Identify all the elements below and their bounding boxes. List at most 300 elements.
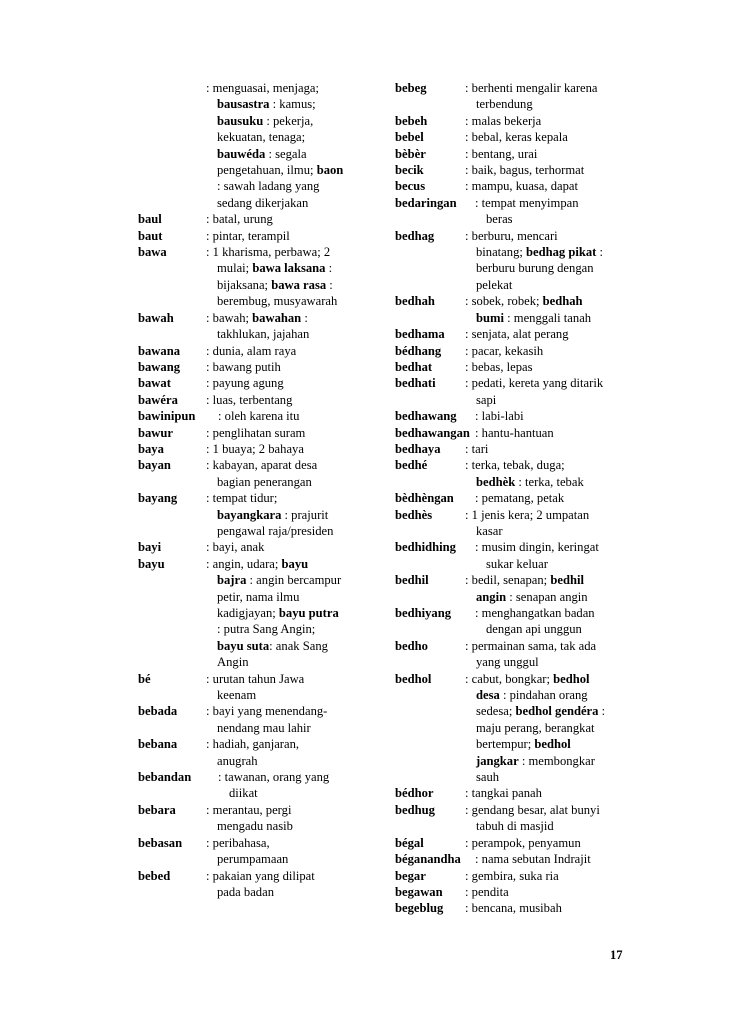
definition bbox=[206, 211, 370, 227]
definition-line bbox=[206, 392, 370, 408]
definition-line bbox=[465, 162, 635, 178]
definition-line bbox=[206, 671, 370, 687]
definition-line bbox=[206, 474, 370, 490]
headword: bebeg bbox=[395, 81, 427, 95]
definition-text: diikat bbox=[229, 786, 258, 801]
definition-line bbox=[465, 802, 635, 818]
definition-line bbox=[206, 687, 370, 703]
headword: bayan bbox=[138, 458, 171, 473]
headword: becus bbox=[395, 179, 426, 194]
headword: bawur bbox=[138, 425, 173, 440]
dictionary-entry bbox=[138, 736, 370, 769]
definition-line bbox=[218, 769, 370, 785]
definition-text: : senjata, alat perang bbox=[465, 327, 569, 342]
dictionary-entry bbox=[395, 80, 635, 113]
definition bbox=[465, 900, 635, 916]
definition bbox=[465, 228, 635, 294]
headword: becik bbox=[395, 163, 424, 178]
definition-line bbox=[475, 605, 635, 621]
dictionary-entry bbox=[395, 835, 635, 851]
definition-text: : bencana, musibah bbox=[465, 901, 562, 916]
definition bbox=[465, 80, 635, 113]
dictionary-entry bbox=[138, 441, 370, 457]
definition-text: : tangkai panah bbox=[465, 786, 542, 801]
definition-line bbox=[465, 293, 635, 309]
definition-line bbox=[206, 244, 370, 260]
definition-text: : sobek, robek; bbox=[465, 294, 543, 309]
definition-text: berburu burung dengan bbox=[476, 261, 594, 276]
subentry-term: bedhol bbox=[553, 671, 590, 686]
dictionary-entry bbox=[138, 80, 370, 211]
dictionary-entry bbox=[395, 507, 635, 540]
definition-line bbox=[206, 359, 370, 375]
definition-text: : pematang, petak bbox=[475, 491, 565, 506]
definition-text: : cabut, bongkar; bbox=[465, 671, 554, 686]
definition-text: : bedil, senapan; bbox=[465, 573, 551, 588]
headword: bedho bbox=[395, 638, 428, 653]
definition-text: : luas, terbentang bbox=[206, 392, 293, 407]
headword: bayu bbox=[138, 556, 165, 571]
definition bbox=[475, 851, 635, 867]
definition-line bbox=[465, 572, 635, 588]
headword: begar bbox=[395, 868, 426, 883]
definition-line bbox=[475, 211, 635, 227]
headword: bawat bbox=[138, 376, 171, 391]
definition bbox=[206, 375, 370, 391]
definition-line bbox=[465, 753, 635, 769]
definition bbox=[206, 80, 370, 211]
definition-line bbox=[206, 835, 370, 851]
definition-line bbox=[465, 868, 635, 884]
definition-line bbox=[465, 310, 635, 326]
definition bbox=[206, 392, 370, 408]
dictionary-entry bbox=[395, 178, 635, 194]
definition-text: bagian penerangan bbox=[217, 474, 312, 489]
headword: bèdhèngan bbox=[395, 491, 454, 506]
dictionary-entry bbox=[395, 343, 635, 359]
headword: bedhawang bbox=[395, 409, 457, 424]
definition-text: : sawah ladang yang bbox=[217, 179, 320, 194]
definition-text: : pendita bbox=[465, 884, 509, 899]
definition-text: : senapan angin bbox=[506, 589, 588, 604]
definition-line bbox=[206, 146, 370, 162]
definition-line bbox=[206, 589, 370, 605]
definition-text: : hadiah, ganjaran, bbox=[206, 737, 300, 752]
subentry-term: bawa laksana bbox=[252, 261, 326, 276]
headword: bedhil bbox=[395, 573, 429, 588]
definition bbox=[206, 343, 370, 359]
definition-line bbox=[465, 392, 635, 408]
definition-line bbox=[206, 753, 370, 769]
headword: bebeh bbox=[395, 113, 428, 128]
subentry-term: jangkar bbox=[476, 753, 519, 768]
definition-line bbox=[465, 277, 635, 293]
dictionary-entry bbox=[138, 703, 370, 736]
definition-text: : bayi yang menendang- bbox=[206, 704, 328, 719]
definition-text: : angin bercampur bbox=[246, 573, 342, 588]
definition-text: binatang; bbox=[476, 245, 527, 260]
subentry-term: bedhol bbox=[534, 737, 571, 752]
definition-line bbox=[206, 441, 370, 457]
definition-text: bijaksana; bbox=[217, 277, 272, 292]
definition-text: : 1 kharisma, perbawa; 2 bbox=[206, 245, 331, 260]
definition-line bbox=[465, 228, 635, 244]
subentry-term: bausastra bbox=[217, 97, 270, 112]
definition bbox=[465, 146, 635, 162]
definition-text: : tari bbox=[465, 441, 489, 456]
definition-text: : perampok, penyamun bbox=[465, 835, 581, 850]
definition-line bbox=[465, 343, 635, 359]
definition-text: : payung agung bbox=[206, 376, 284, 391]
dictionary-entry bbox=[395, 375, 635, 408]
definition bbox=[465, 359, 635, 375]
headword: bégal bbox=[395, 835, 424, 850]
definition bbox=[475, 605, 635, 638]
headword: bedhama bbox=[395, 327, 445, 342]
dictionary-entry bbox=[395, 802, 635, 835]
headword: bedhati bbox=[395, 376, 436, 391]
definition-text: : bentang, urai bbox=[465, 146, 538, 161]
definition-line bbox=[206, 539, 370, 555]
definition-line bbox=[206, 802, 370, 818]
subentry-term: bedhag pikat bbox=[526, 245, 597, 260]
definition-line bbox=[465, 835, 635, 851]
definition-line bbox=[206, 868, 370, 884]
definition-line bbox=[206, 572, 370, 588]
headword: bedhag bbox=[395, 228, 435, 243]
definition bbox=[475, 425, 635, 441]
subentry-term: bajra bbox=[217, 573, 247, 588]
headword: bé bbox=[138, 671, 151, 686]
definition-line bbox=[475, 425, 635, 441]
definition-line bbox=[206, 818, 370, 834]
dictionary-entry bbox=[138, 211, 370, 227]
dictionary-entry bbox=[395, 490, 635, 506]
headword: bayang bbox=[138, 491, 178, 506]
definition bbox=[465, 113, 635, 129]
definition-line bbox=[465, 146, 635, 162]
headword: bayi bbox=[138, 540, 162, 555]
definition-text: : menguasai, menjaga; bbox=[206, 81, 319, 95]
definition-text: : penglihatan suram bbox=[206, 425, 306, 440]
definition-text: : 1 jenis kera; 2 umpatan bbox=[465, 507, 590, 522]
definition-text: : pindahan orang bbox=[499, 688, 588, 703]
definition bbox=[206, 736, 370, 769]
dictionary-entry bbox=[138, 802, 370, 835]
definition-line bbox=[465, 244, 635, 260]
dictionary-entry bbox=[138, 392, 370, 408]
definition-line bbox=[475, 195, 635, 211]
subentry-term: bumi bbox=[476, 310, 504, 325]
dictionary-entry bbox=[138, 425, 370, 441]
headword: bebel bbox=[395, 130, 424, 145]
subentry-term: angin bbox=[476, 589, 507, 604]
definition-line bbox=[206, 457, 370, 473]
definition-text: : bebas, lepas bbox=[465, 359, 533, 374]
definition-line bbox=[206, 260, 370, 276]
definition-line bbox=[206, 80, 370, 96]
headword: baut bbox=[138, 228, 163, 243]
dictionary-entry bbox=[138, 228, 370, 244]
definition-line bbox=[465, 818, 635, 834]
definition-text: dengan api unggun bbox=[486, 622, 582, 637]
headword: bedhug bbox=[395, 802, 435, 817]
subentry-term: bawahan bbox=[252, 310, 302, 325]
dictionary-entry bbox=[395, 293, 635, 326]
definition bbox=[206, 802, 370, 835]
definition-text: : bbox=[596, 245, 604, 260]
subentry-term: bausuku bbox=[217, 113, 264, 128]
headword: bebada bbox=[138, 704, 178, 719]
definition bbox=[206, 457, 370, 490]
definition-line bbox=[206, 884, 370, 900]
dictionary-entry bbox=[395, 868, 635, 884]
definition-line bbox=[206, 211, 370, 227]
definition-line bbox=[206, 96, 370, 112]
definition-text: : gembira, suka ria bbox=[465, 868, 559, 883]
definition-text: : batal, urung bbox=[206, 212, 273, 227]
headword: bebandan bbox=[138, 770, 192, 785]
headword: bedhiyang bbox=[395, 606, 451, 620]
definition-text: takhlukan, jajahan bbox=[217, 327, 310, 342]
definition bbox=[465, 293, 635, 326]
definition-text: : segala bbox=[265, 146, 307, 161]
definition-text: : gendang besar, alat bunyi bbox=[465, 802, 600, 817]
definition bbox=[465, 441, 635, 457]
definition bbox=[218, 408, 370, 424]
dictionary-entry bbox=[395, 425, 635, 441]
dictionary-entry bbox=[138, 835, 370, 868]
definition bbox=[206, 228, 370, 244]
definition-text: mengadu nasib bbox=[217, 819, 293, 834]
definition-line bbox=[465, 129, 635, 145]
definition bbox=[465, 375, 635, 408]
definition-text: : bebal, keras kepala bbox=[465, 130, 568, 145]
definition bbox=[206, 868, 370, 901]
definition-line bbox=[465, 720, 635, 736]
subentry-term: bauwéda bbox=[217, 146, 266, 161]
definition-text: tabuh di masjid bbox=[476, 819, 554, 834]
headword: bèbèr bbox=[395, 146, 426, 161]
dictionary-entry bbox=[395, 228, 635, 294]
definition bbox=[465, 802, 635, 835]
definition-line bbox=[465, 638, 635, 654]
definition-text: mulai; bbox=[217, 261, 253, 276]
definition-text: terbendung bbox=[476, 97, 533, 112]
definition-text: : musim dingin, keringat bbox=[475, 540, 599, 555]
definition-line bbox=[206, 326, 370, 342]
dictionary-entry bbox=[138, 359, 370, 375]
definition-line bbox=[206, 113, 370, 129]
definition-text: : terka, tebak, duga; bbox=[465, 458, 565, 473]
definition bbox=[465, 162, 635, 178]
headword: bebara bbox=[138, 802, 176, 817]
definition-text: nendang mau lahir bbox=[217, 720, 311, 735]
definition-line bbox=[206, 277, 370, 293]
headword: bedhat bbox=[395, 359, 433, 374]
definition bbox=[465, 835, 635, 851]
definition-text: sapi bbox=[476, 392, 497, 407]
definition-line bbox=[465, 671, 635, 687]
definition-text: : oleh karena itu bbox=[218, 409, 300, 424]
definition-line bbox=[206, 129, 370, 145]
definition-line bbox=[206, 310, 370, 326]
headword: bebed bbox=[138, 868, 171, 883]
definition-text: : berhenti mengalir karena bbox=[465, 81, 598, 95]
dictionary-entry bbox=[395, 851, 635, 867]
definition-line bbox=[465, 785, 635, 801]
definition-line bbox=[206, 343, 370, 359]
dictionary-entry bbox=[138, 375, 370, 391]
definition-line bbox=[206, 195, 370, 211]
headword: bawang bbox=[138, 359, 180, 374]
definition bbox=[475, 490, 635, 506]
subentry-term: bayangkara bbox=[217, 507, 282, 522]
dictionary-entry bbox=[138, 457, 370, 490]
definition-text: : bbox=[301, 310, 308, 325]
definition-line bbox=[206, 736, 370, 752]
headword: bawinipun bbox=[138, 409, 196, 424]
subentry-term: bedhèk bbox=[476, 474, 516, 489]
definition bbox=[465, 785, 635, 801]
definition-text: pelekat bbox=[476, 277, 513, 292]
headword: bedhawangan bbox=[395, 425, 470, 440]
definition-text: kekuatan, tenaga; bbox=[217, 130, 306, 145]
headword: bédhor bbox=[395, 786, 434, 801]
definition-text: keenam bbox=[217, 688, 257, 703]
definition-text: sedang dikerjakan bbox=[217, 195, 309, 210]
definition bbox=[465, 326, 635, 342]
definition-line bbox=[465, 507, 635, 523]
headword: baul bbox=[138, 212, 162, 227]
definition-text: sedesa; bbox=[476, 704, 516, 719]
definition-line bbox=[206, 621, 370, 637]
definition-text: : prajurit bbox=[281, 507, 329, 522]
dictionary-entry bbox=[138, 868, 370, 901]
definition-line bbox=[465, 589, 635, 605]
definition-line bbox=[206, 720, 370, 736]
definition-text: : mampu, kuasa, dapat bbox=[465, 179, 578, 194]
definition-text: perumpamaan bbox=[217, 852, 289, 867]
headword: bedhol bbox=[395, 671, 432, 686]
definition-text: petir, nama ilmu bbox=[217, 589, 300, 604]
definition-line bbox=[465, 736, 635, 752]
definition-line bbox=[206, 654, 370, 670]
headword: bawana bbox=[138, 343, 180, 358]
definition-text: : membongkar bbox=[518, 753, 595, 768]
definition-line bbox=[465, 687, 635, 703]
definition-text: bertempur; bbox=[476, 737, 535, 752]
dictionary-entry bbox=[395, 326, 635, 342]
definition-text: : urutan tahun Jawa bbox=[206, 671, 305, 686]
subentry-term: bayu bbox=[281, 556, 309, 571]
definition bbox=[465, 343, 635, 359]
dictionary-entry bbox=[395, 900, 635, 916]
headword: béganandha bbox=[395, 852, 461, 867]
definition-text: : terka, tebak bbox=[515, 474, 584, 489]
definition-text: : labi-labi bbox=[475, 409, 524, 424]
definition-line bbox=[475, 556, 635, 572]
definition-text: : kabayan, aparat desa bbox=[206, 458, 318, 473]
definition-line bbox=[206, 605, 370, 621]
definition-text: : menghangatkan badan bbox=[475, 606, 595, 620]
definition-line bbox=[475, 539, 635, 555]
definition-text: : baik, bagus, terhormat bbox=[465, 163, 585, 178]
definition bbox=[206, 556, 370, 671]
definition-line bbox=[465, 900, 635, 916]
headword: bedhah bbox=[395, 294, 435, 309]
dictionary-entry bbox=[138, 310, 370, 343]
definition-line bbox=[206, 178, 370, 194]
definition-line bbox=[218, 408, 370, 424]
dictionary-entry bbox=[138, 769, 370, 802]
definition-text: pengawal raja/presiden bbox=[217, 523, 334, 538]
definition-text: : peribahasa, bbox=[206, 835, 270, 850]
definition bbox=[206, 703, 370, 736]
definition-text: sukar keluar bbox=[486, 556, 548, 571]
definition-line bbox=[206, 425, 370, 441]
definition-line bbox=[465, 375, 635, 391]
dictionary-entry bbox=[395, 162, 635, 178]
definition bbox=[465, 129, 635, 145]
right-column bbox=[395, 80, 635, 917]
definition-text: maju perang, berangkat bbox=[476, 720, 595, 735]
headword: begeblug bbox=[395, 901, 444, 916]
definition bbox=[465, 638, 635, 671]
definition bbox=[475, 539, 635, 572]
headword: bawéra bbox=[138, 392, 178, 407]
definition-text: : pacar, kekasih bbox=[465, 343, 544, 358]
dictionary-entry bbox=[395, 146, 635, 162]
definition-text: : kamus; bbox=[269, 97, 316, 112]
headword: bawah bbox=[138, 310, 174, 325]
dictionary-entry bbox=[395, 129, 635, 145]
definition-text: : pakaian yang dilipat bbox=[206, 868, 315, 883]
definition-text: : bawah; bbox=[206, 310, 253, 325]
definition bbox=[206, 539, 370, 555]
definition-line bbox=[465, 654, 635, 670]
definition-line bbox=[206, 638, 370, 654]
definition-text: : tawanan, orang yang bbox=[218, 770, 330, 785]
dictionary-entry bbox=[395, 113, 635, 129]
definition-line bbox=[465, 703, 635, 719]
definition bbox=[475, 195, 635, 228]
definition-line bbox=[475, 490, 635, 506]
definition-line bbox=[465, 178, 635, 194]
definition-line bbox=[465, 457, 635, 473]
dictionary-entry bbox=[395, 884, 635, 900]
definition-text: yang unggul bbox=[476, 655, 539, 670]
definition-line bbox=[465, 113, 635, 129]
subentry-term: bawa rasa bbox=[271, 277, 327, 292]
subentry-term: bayu suta bbox=[217, 638, 270, 653]
dictionary-entry bbox=[138, 408, 370, 424]
dictionary-entry bbox=[395, 671, 635, 786]
definition-line bbox=[206, 162, 370, 178]
definition-text: : dunia, alam raya bbox=[206, 343, 297, 358]
dictionary-entry bbox=[395, 359, 635, 375]
definition bbox=[465, 572, 635, 605]
definition-text: : bbox=[325, 261, 333, 276]
dictionary-entry bbox=[138, 343, 370, 359]
definition-line bbox=[465, 769, 635, 785]
definition-line bbox=[465, 326, 635, 342]
definition-line bbox=[465, 260, 635, 276]
definition bbox=[206, 359, 370, 375]
dictionary-entry bbox=[395, 441, 635, 457]
page-number: 17 bbox=[610, 948, 623, 962]
definition-text: : bbox=[326, 277, 333, 292]
